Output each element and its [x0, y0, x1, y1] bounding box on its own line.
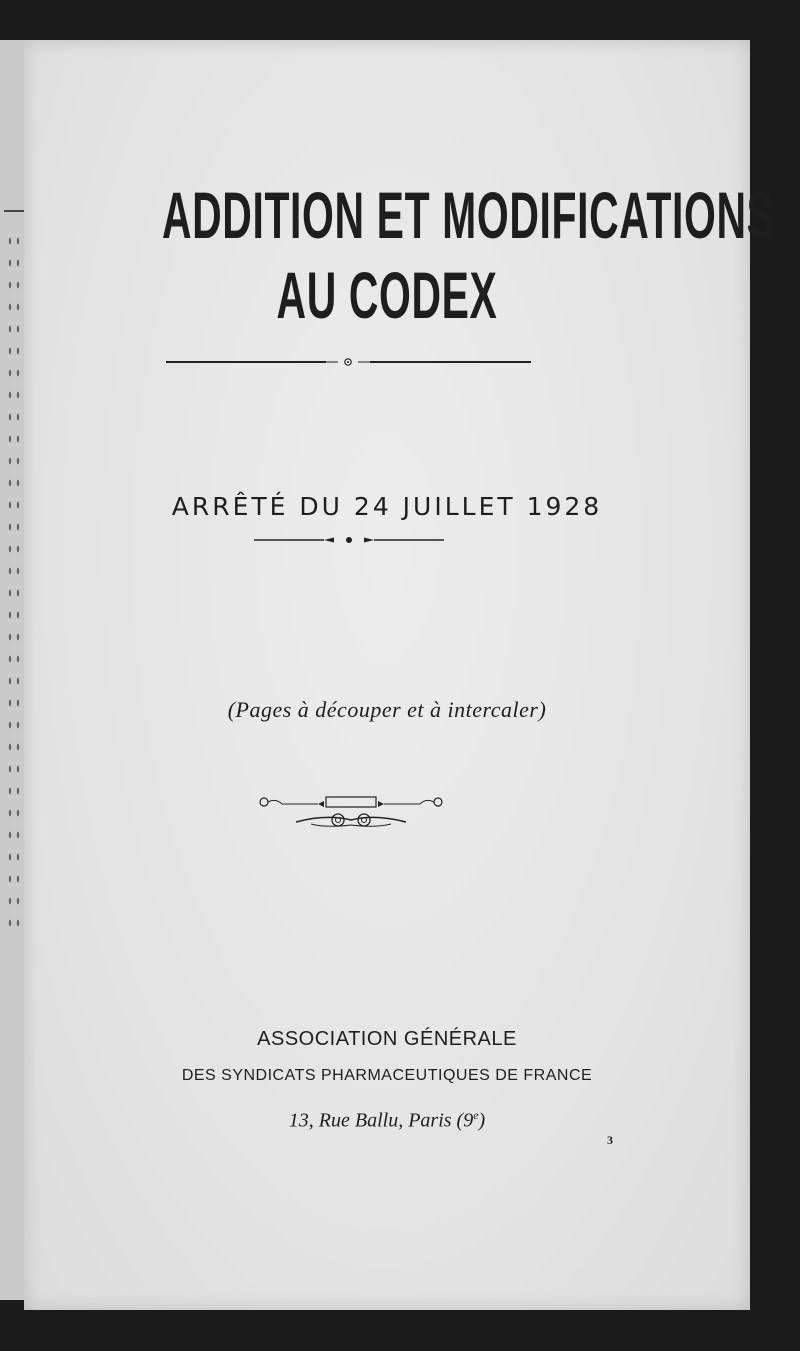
ornamental-rule-top	[166, 358, 531, 366]
publisher-subtitle: DES SYNDICATS PHARMACEUTIQUES DE FRANCE	[181, 1067, 593, 1084]
ornamental-rule-middle	[254, 536, 444, 544]
ornamental-vignette	[256, 792, 446, 832]
page-number: 3	[607, 1133, 613, 1147]
address-close: )	[478, 1109, 486, 1132]
publisher-address	[24, 1108, 750, 1133]
page-title	[161, 175, 775, 335]
address-street: 13, Rue Ballu, Paris (9	[288, 1109, 474, 1132]
title-line-2: AU CODEX	[276, 258, 498, 332]
address-superscript: e	[473, 1108, 479, 1122]
instruction-note: (Pages à découper et à intercaler)	[227, 697, 547, 722]
title-line-1: ADDITION ET MODIFICATIONS	[161, 178, 775, 252]
previous-page-dot-leaders	[6, 230, 22, 930]
title-page	[24, 40, 775, 1310]
publisher-name: ASSOCIATION GÉNÉRALE	[257, 1028, 517, 1050]
previous-page-rule	[4, 210, 26, 212]
decree-date: ARRÊTÉ DU 24 JUILLET 1928	[171, 492, 603, 521]
